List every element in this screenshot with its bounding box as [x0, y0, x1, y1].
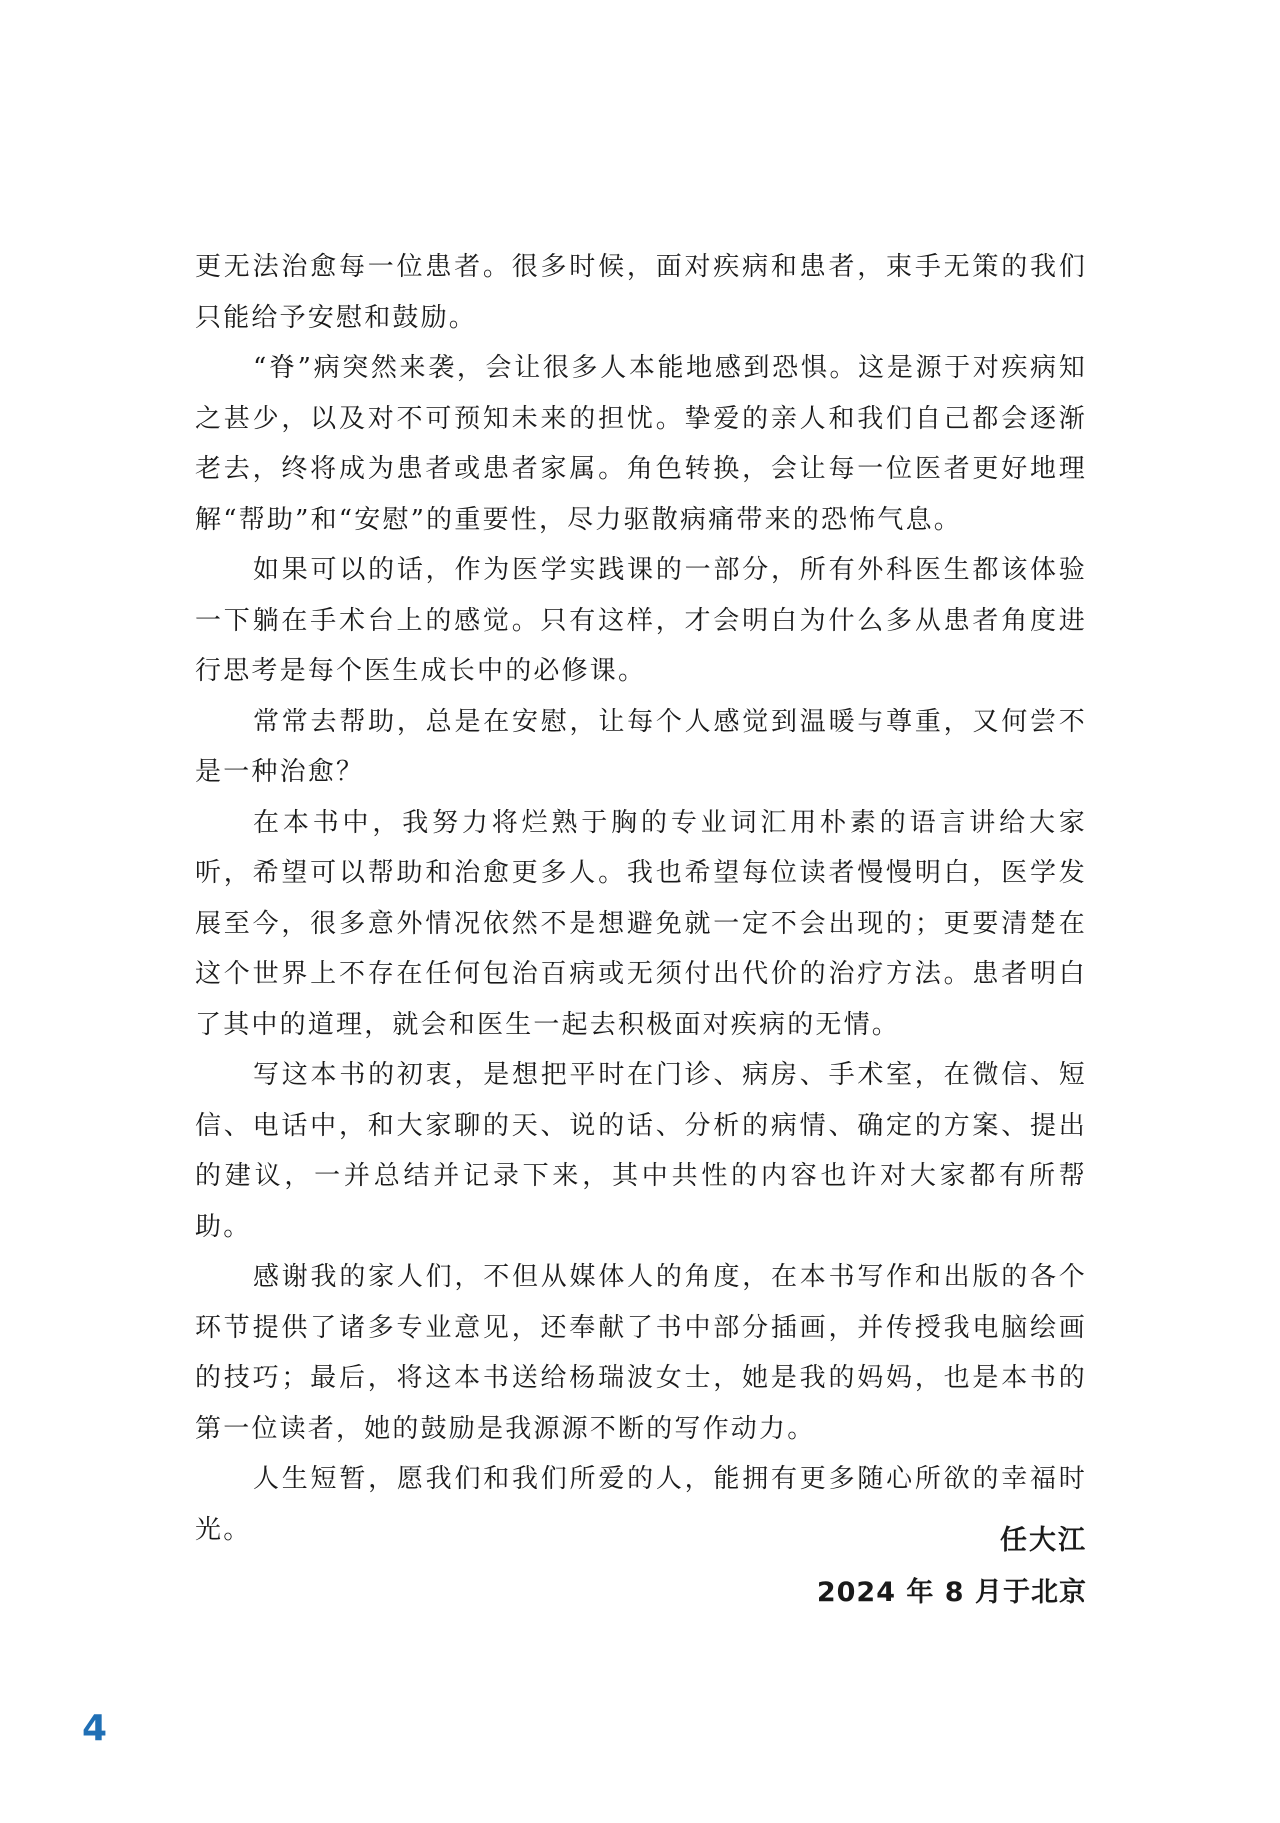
author-signature: 任大江: [1000, 1525, 1087, 1556]
paragraph-7: 感谢我的家人们，不但从媒体人的角度，在本书写作和出版的各个环节提供了诸多专业意见，还奉献了书中部分插画，并传授我电脑绘画的技巧；最后，将这本书送给杨瑞波女士，她是我的妈妈，也是本书的第一位读者，她的鼓励是我源源不断的写作动力。: [195, 1262, 1087, 1444]
page-number: 4: [82, 1708, 108, 1749]
paragraph-3: 如果可以的话，作为医学实践课的一部分，所有外科医生都该体验一下躺在手术台上的感觉。只有这样，才会明白为什么多从患者角度进行思考是每个医生成长中的必修课。: [195, 555, 1087, 686]
paragraph-2: “脊”病突然来袭，会让很多人本能地感到恐惧。这是源于对疾病知之甚少，以及对不可预知未来的担忧。挚爱的亲人和我们自己都会逐渐老去，终将成为患者或患者家属。角色转换，会让每一位医者更好地理解“帮助”和“安慰”的重要性，尽力驱散病痛带来的恐怖气息。: [195, 353, 1087, 535]
paragraph-8: 人生短暂，愿我们和我们所爱的人，能拥有更多随心所欲的幸福时光。: [195, 1464, 1087, 1545]
paragraph-5: 在本书中，我努力将烂熟于胸的专业词汇用朴素的语言讲给大家听，希望可以帮助和治愈更多人。我也希望每位读者慢慢明白，医学发展至今，很多意外情况依然不是想避免就一定不会出现的；更要清楚在这个世界上不存在任何包治百病或无须付出代价的治疗方法。患者明白了其中的道理，就会和医生一起去积极面对疾病的无情。: [195, 807, 1087, 1040]
paragraph-6: 写这本书的初衷，是想把平时在门诊、病房、手术室，在微信、短信、电话中，和大家聊的天、说的话、分析的病情、确定的方案、提出的建议，一并总结并记录下来，其中共性的内容也许对大家都有所帮助。: [195, 1060, 1087, 1242]
paragraph-1: 更无法治愈每一位患者。很多时候，面对疾病和患者，束手无策的我们只能给予安慰和鼓励。: [195, 252, 1087, 333]
preface-body: [195, 242, 1087, 1555]
signature-date: 2024 年 8 月于北京: [816, 1577, 1087, 1608]
paragraph-4: 常常去帮助，总是在安慰，让每个人感觉到温暖与尊重，又何尝不是一种治愈？: [195, 706, 1087, 787]
